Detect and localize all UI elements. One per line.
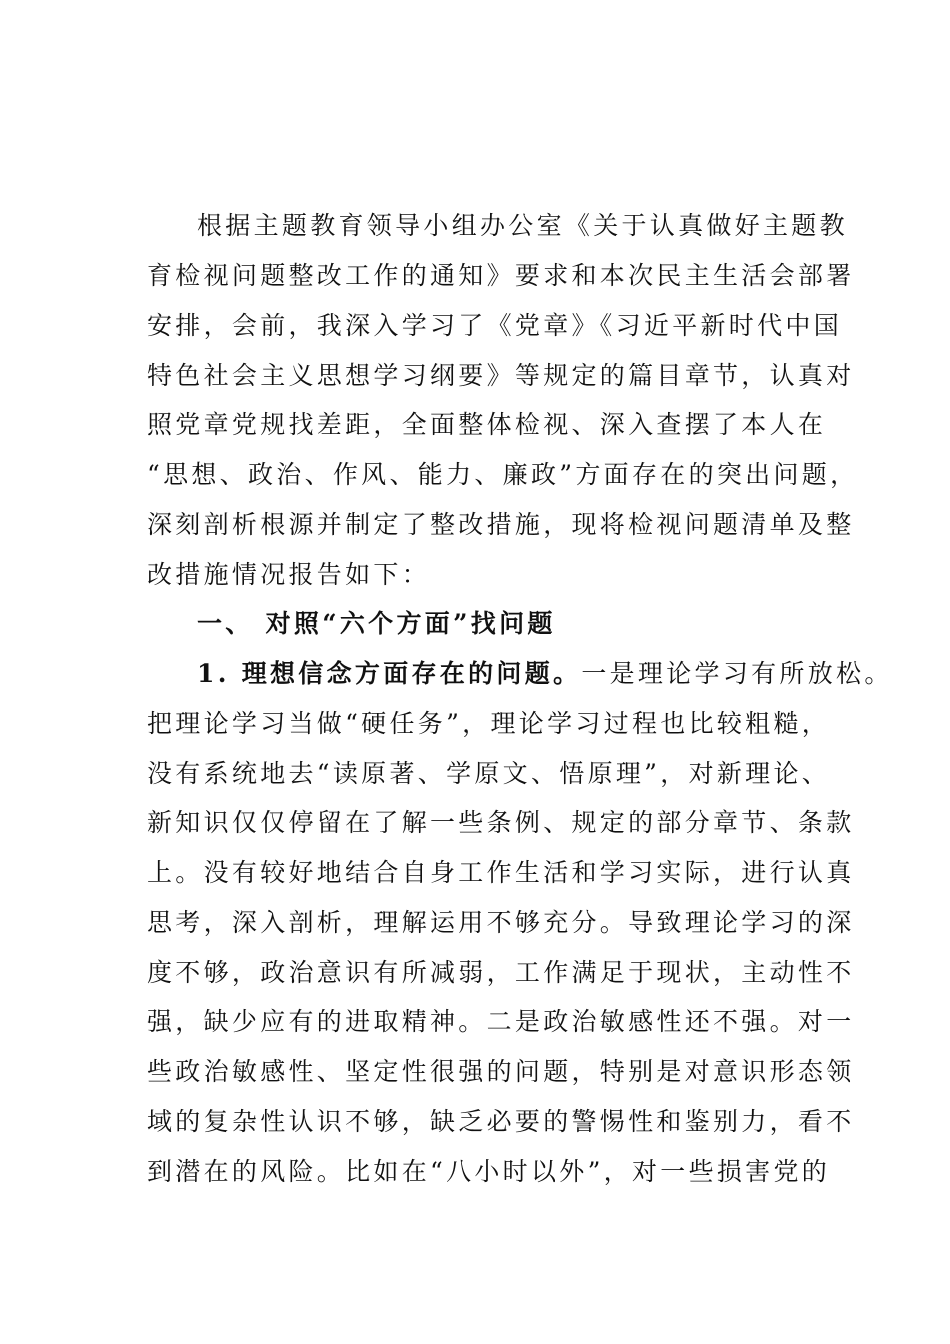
body-line: 强，缺少应有的进取精神。二是政治敏感性还不强。对一 [147, 1007, 855, 1036]
intro-line: 照党章党规找差距，全面整体检视、深入查摆了本人在 [147, 410, 827, 439]
item1-first-rest: 一是理论学习有所放松。 [581, 659, 893, 688]
body-line: 把理论学习当做“硬任务”，理论学习过程也比较粗糙， [147, 709, 831, 738]
item1-lead: 1. 理想信念方面存在的问题。 [197, 659, 582, 688]
intro-line: 深刻剖析根源并制定了整改措施，现将检视问题清单及整 [147, 510, 855, 539]
item1-first-line [197, 656, 893, 692]
intro-line: 安排，会前，我深入学习了《党章》《习近平新时代中国 [147, 311, 843, 340]
intro-line: 特色社会主义思想学习纲要》等规定的篇目章节，认真对 [147, 361, 855, 390]
body-line: 度不够，政治意识有所减弱，工作满足于现状，主动性不 [147, 958, 855, 987]
document-title [0, 128, 950, 168]
intro-line: 育检视问题整改工作的通知》要求和本次民主生活会部署 [147, 261, 855, 290]
intro-line: “思想、政治、作风、能力、廉政”方面存在的突出问题， [147, 460, 859, 489]
intro-line: 根据主题教育领导小组办公室《关于认真做好主题教 [197, 211, 848, 240]
body-line: 域的复杂性认识不够，缺乏必要的警惕性和鉴别力，看不 [147, 1107, 855, 1136]
body-line: 思考，深入剖析，理解运用不够充分。导致理论学习的深 [147, 908, 855, 937]
body-line: 没有系统地去“读原著、学原文、悟原理”，对新理论、 [147, 759, 831, 788]
body-line: 上。没有较好地结合自身工作生活和学习实际，进行认真 [147, 858, 855, 887]
intro-line: 改措施情况报告如下： [147, 560, 431, 589]
body-line: 到潜在的风险。比如在“八小时以外”，对一些损害党的 [147, 1157, 831, 1186]
body-line: 些政治敏感性、坚定性很强的问题，特别是对意识形态领 [147, 1057, 855, 1086]
section-heading: 一、 对照“六个方面”找问题 [197, 609, 556, 638]
body-line: 新知识仅仅停留在了解一些条例、规定的部分章节、条款 [147, 808, 855, 837]
